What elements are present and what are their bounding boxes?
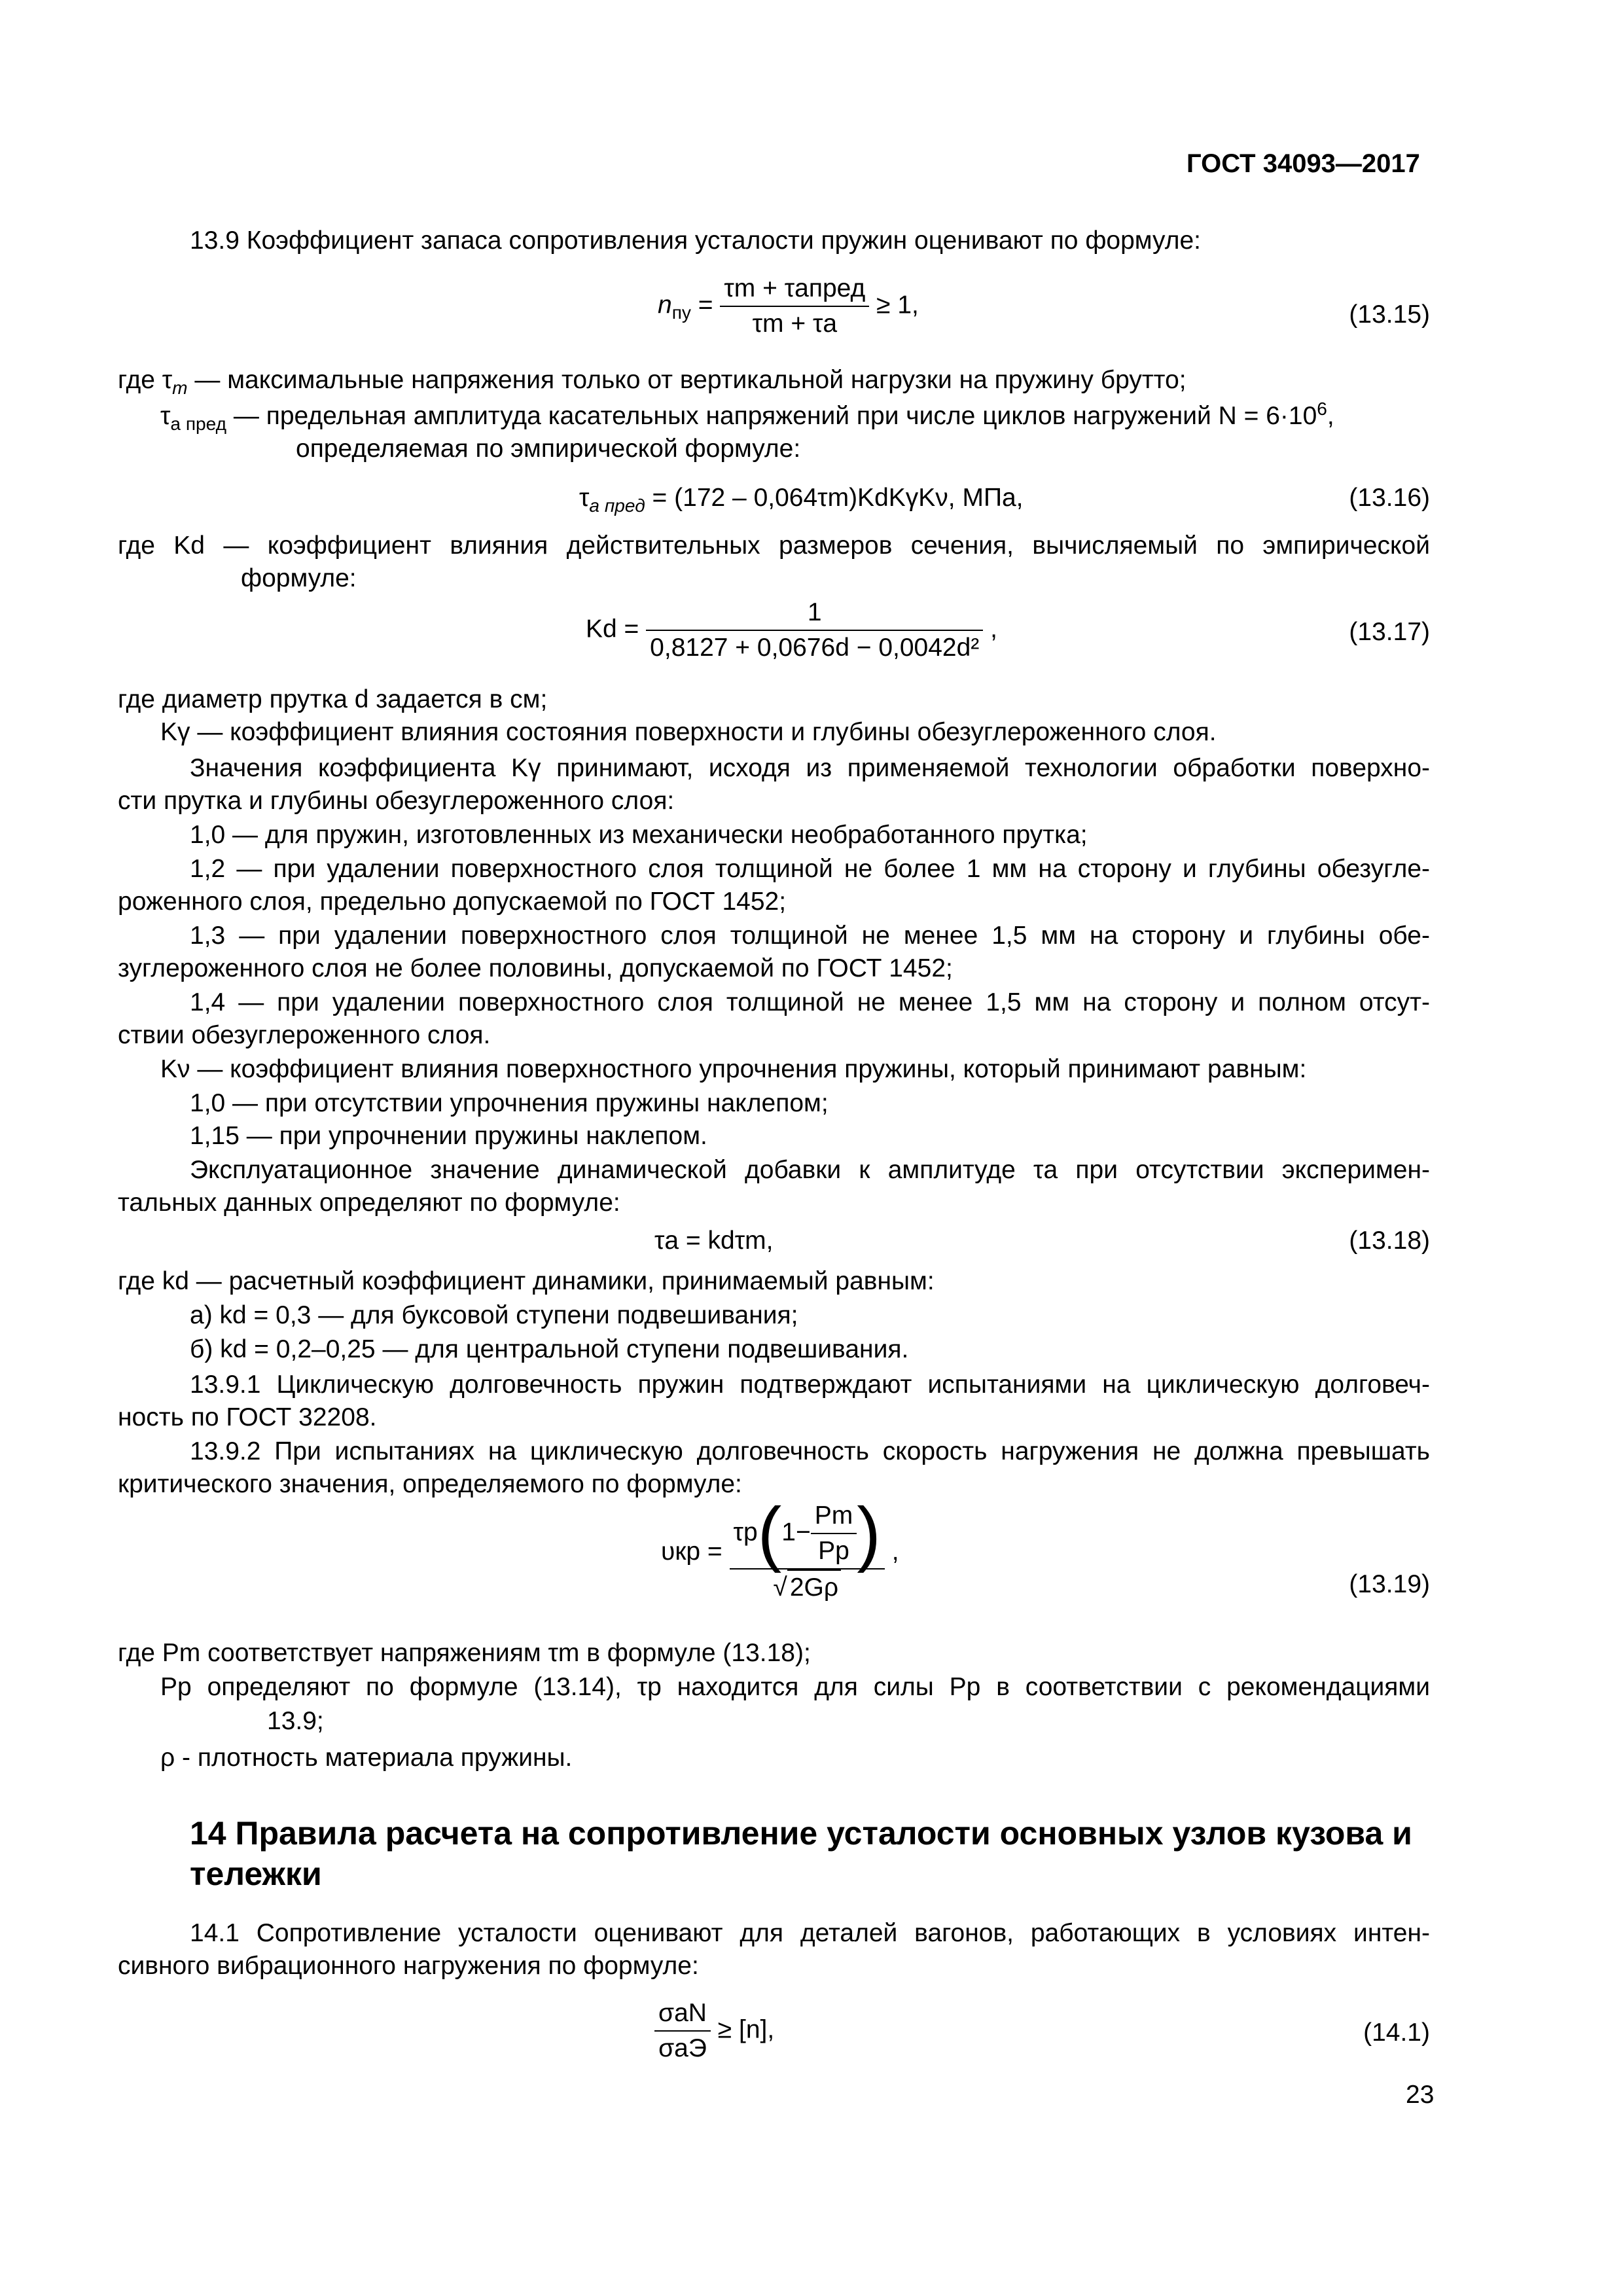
where-tau-a-comma: , <box>1327 402 1334 430</box>
kgamma-item-1-4-line2: ствии обезуглероженного слоя. <box>118 1021 491 1049</box>
knu-item-1-0: 1,0 — при отсутствии упрочнения пружины наклепом; <box>190 1089 829 1117</box>
kgamma-item-1-3-line2: зуглероженного слоя не более половины, допускаемой по ГОСТ 1452; <box>118 954 953 982</box>
where-tau-m-symbol: где τ <box>118 366 173 394</box>
section-13-9-2-line1: 13.9.2 При испытаниях на циклическую долговечность скорость нагружения не должна превышать <box>190 1437 1430 1465</box>
where-tau-m-sub: m <box>172 377 188 398</box>
where-tau-a-pred <box>160 399 1334 433</box>
page-number: 23 <box>1406 2081 1435 2109</box>
equation-13-19 <box>661 1493 899 1605</box>
kgamma-item-1-4-line1: 1,4 — при удалении поверхностного слоя толщиной не менее 1,5 мм на сторону и полном отсут- <box>190 988 1430 1016</box>
kd-option-a: а) kd = 0,3 — для буксовой ступени подвешивания; <box>190 1301 798 1329</box>
where-tau-a-pred-cont: определяемая по эмпирической формуле: <box>296 435 801 463</box>
eq-13-15-denominator: τm + τa <box>752 310 838 338</box>
where-pm: где Pm соответствует напряжениям τm в формуле (13.18); <box>118 1639 811 1667</box>
kd-option-b: б) kd = 0,2–0,25 — для центральной ступени подвешивания. <box>190 1335 909 1363</box>
where-tau-m <box>118 363 1186 397</box>
dynamic-addition-line1: Эксплуатационное значение динамической добавки к амплитуде τa при отсутствии эксперимен- <box>190 1156 1430 1184</box>
eq-13-17-denominator: 0,8127 + 0,0676d − 0,0042d² <box>650 634 980 662</box>
eq-13-19-inner-fraction <box>811 1499 857 1568</box>
where-pp-line1: Pp определяют по формуле (13.14), τp находится для силы Pp в соответствии с рекомендациями <box>160 1673 1430 1701</box>
section-13-9-intro: 13.9 Коэффициент запаса сопротивления усталости пружин оценивают по формуле: <box>190 226 1201 255</box>
eq-13-19-fraction <box>730 1493 885 1605</box>
eq-13-19-tau-p: τp <box>733 1518 758 1547</box>
where-tau-a-text: — предельная амплитуда касательных напряжений при числе циклов нагружений N = 6·10 <box>226 402 1317 430</box>
eq-13-19-right-paren: ) <box>857 1493 881 1573</box>
equation-13-17 <box>586 596 997 665</box>
where-d: где диаметр прутка d задается в см; <box>118 685 548 713</box>
eq-13-16-lhs-sub: a пред <box>589 495 645 516</box>
knu-item-1-15: 1,15 — при упрочнении пружины наклепом. <box>190 1122 707 1150</box>
equation-13-18: τa = kdτm, <box>654 1227 774 1255</box>
where-kgamma: Kγ — коэффициент влияния состояния поверхности и глубины обезуглероженного слоя. <box>160 718 1217 746</box>
section-14-title-line1: 14 Правила расчета на сопротивление усталости основных узлов кузова и <box>190 1815 1412 1852</box>
equation-14-1 <box>654 1996 774 2066</box>
eq-13-17-tail: , <box>990 615 997 643</box>
kgamma-item-1-2-line2: роженного слоя, предельно допускаемой по ГОСТ 1452; <box>118 888 787 916</box>
equation-14-1-number: (14.1) <box>1363 2018 1430 2047</box>
eq-14-1-numerator: σaN <box>654 1996 711 2032</box>
section-14-1-line1: 14.1 Сопротивление усталости оценивают для деталей вагонов, работающих в условиях интен- <box>190 1919 1430 1947</box>
where-kd-dyn: где kd — расчетный коэффициент динамики, принимаемый равным: <box>118 1267 935 1295</box>
eq-13-19-left-paren: ( <box>757 1493 782 1573</box>
equation-13-19-number: (13.19) <box>1349 1570 1430 1598</box>
kgamma-item-1-2-line1: 1,2 — при удалении поверхностного слоя толщиной не более 1 мм на сторону и глубины обезугле- <box>190 855 1430 883</box>
eq-13-19-denominator: √ 2Gρ <box>730 1570 885 1605</box>
equation-13-17-number: (13.17) <box>1349 618 1430 646</box>
eq-13-16-lhs: τ <box>579 484 590 512</box>
equation-13-16-number: (13.16) <box>1349 484 1430 512</box>
where-kd-line2: формуле: <box>241 564 357 592</box>
kgamma-paragraph-line2: сти прутка и глубины обезуглероженного слоя: <box>118 787 675 815</box>
kgamma-paragraph-line1: Значения коэффициента Kγ принимают, исходя из применяемой технологии обработки поверхно- <box>190 754 1430 782</box>
eq-13-19-pm: Pm <box>811 1499 857 1534</box>
eq-13-15-tail: ≥ 1, <box>876 291 919 319</box>
eq-14-1-denominator: σaЭ <box>658 2034 707 2062</box>
equation-13-15-number: (13.15) <box>1349 300 1430 329</box>
where-tau-a-sub: a пред <box>170 413 227 434</box>
eq-14-1-fraction <box>654 1996 711 2066</box>
eq-13-19-lhs: υкр = <box>661 1537 722 1566</box>
eq-13-15-fraction <box>720 272 869 341</box>
eq-13-19-one-minus: 1− <box>781 1518 811 1547</box>
eq-13-19-tail: , <box>891 1537 899 1566</box>
equation-13-15: $n_{пу}$ = $\frac{\text{τm + τaпред}}{\tau m + \tau a}$ ≥ 1, <box>658 272 919 341</box>
section-13-9-2-line2: критического значения, определяемого по формуле: <box>118 1470 742 1498</box>
where-tau-m-text: — максимальные напряжения только от вертикальной нагрузки на пружину брутто; <box>187 366 1186 394</box>
section-14-1-line2: сивного вибрационного нагружения по формуле: <box>118 1952 699 1980</box>
equation-13-16 <box>579 481 1024 515</box>
section-14-title-line2: тележки <box>190 1856 322 1892</box>
eq-13-19-pp: Pp <box>818 1537 849 1565</box>
eq-13-15-lhs-sub: пу <box>671 302 691 323</box>
eq-13-17-lhs: Kd = <box>586 615 639 643</box>
where-knu: Kν — коэффициент влияния поверхностного упрочнения пружины, который принимают равным: <box>160 1055 1307 1083</box>
where-kd-line1: где Kd — коэффициент влияния действительных размеров сечения, вычисляемый по эмпирической <box>118 531 1430 560</box>
eq-13-16-rhs: = (172 – 0,064τm)KdKγKν, МПа, <box>645 484 1024 512</box>
eq-13-17-fraction <box>646 596 983 665</box>
eq-13-19-numerator <box>730 1493 885 1573</box>
eq-13-19-sqrt-content: 2Gρ <box>787 1570 841 1605</box>
section-13-9-1-line1: 13.9.1 Циклическую долговечность пружин подтверждают испытаниями на циклическую долговеч- <box>190 1371 1430 1399</box>
where-tau-a-sup: 6 <box>1317 399 1327 419</box>
where-tau-a-symbol: τ <box>160 402 171 430</box>
where-pp-line2: 13.9; <box>267 1707 324 1735</box>
dynamic-addition-line2: тальных данных определяют по формуле: <box>118 1189 620 1217</box>
kgamma-item-1-0: 1,0 — для пружин, изготовленных из механически необработанного прутка; <box>190 821 1088 849</box>
where-rho: ρ - плотность материала пружины. <box>160 1744 573 1772</box>
equation-13-18-number: (13.18) <box>1349 1227 1430 1255</box>
kgamma-item-1-3-line1: 1,3 — при удалении поверхностного слоя толщиной не менее 1,5 мм на сторону и глубины обе- <box>190 922 1430 950</box>
eq-13-17-numerator: 1 <box>646 596 983 631</box>
standard-header: ГОСТ 34093—2017 <box>1186 149 1420 178</box>
eq-13-15-lhs: n <box>658 291 672 319</box>
eq-14-1-tail: ≥ [n], <box>717 2015 775 2044</box>
eq-13-15-numerator: τm + τaпред <box>720 272 869 307</box>
section-13-9-1-line2: ность по ГОСТ 32208. <box>118 1403 377 1431</box>
